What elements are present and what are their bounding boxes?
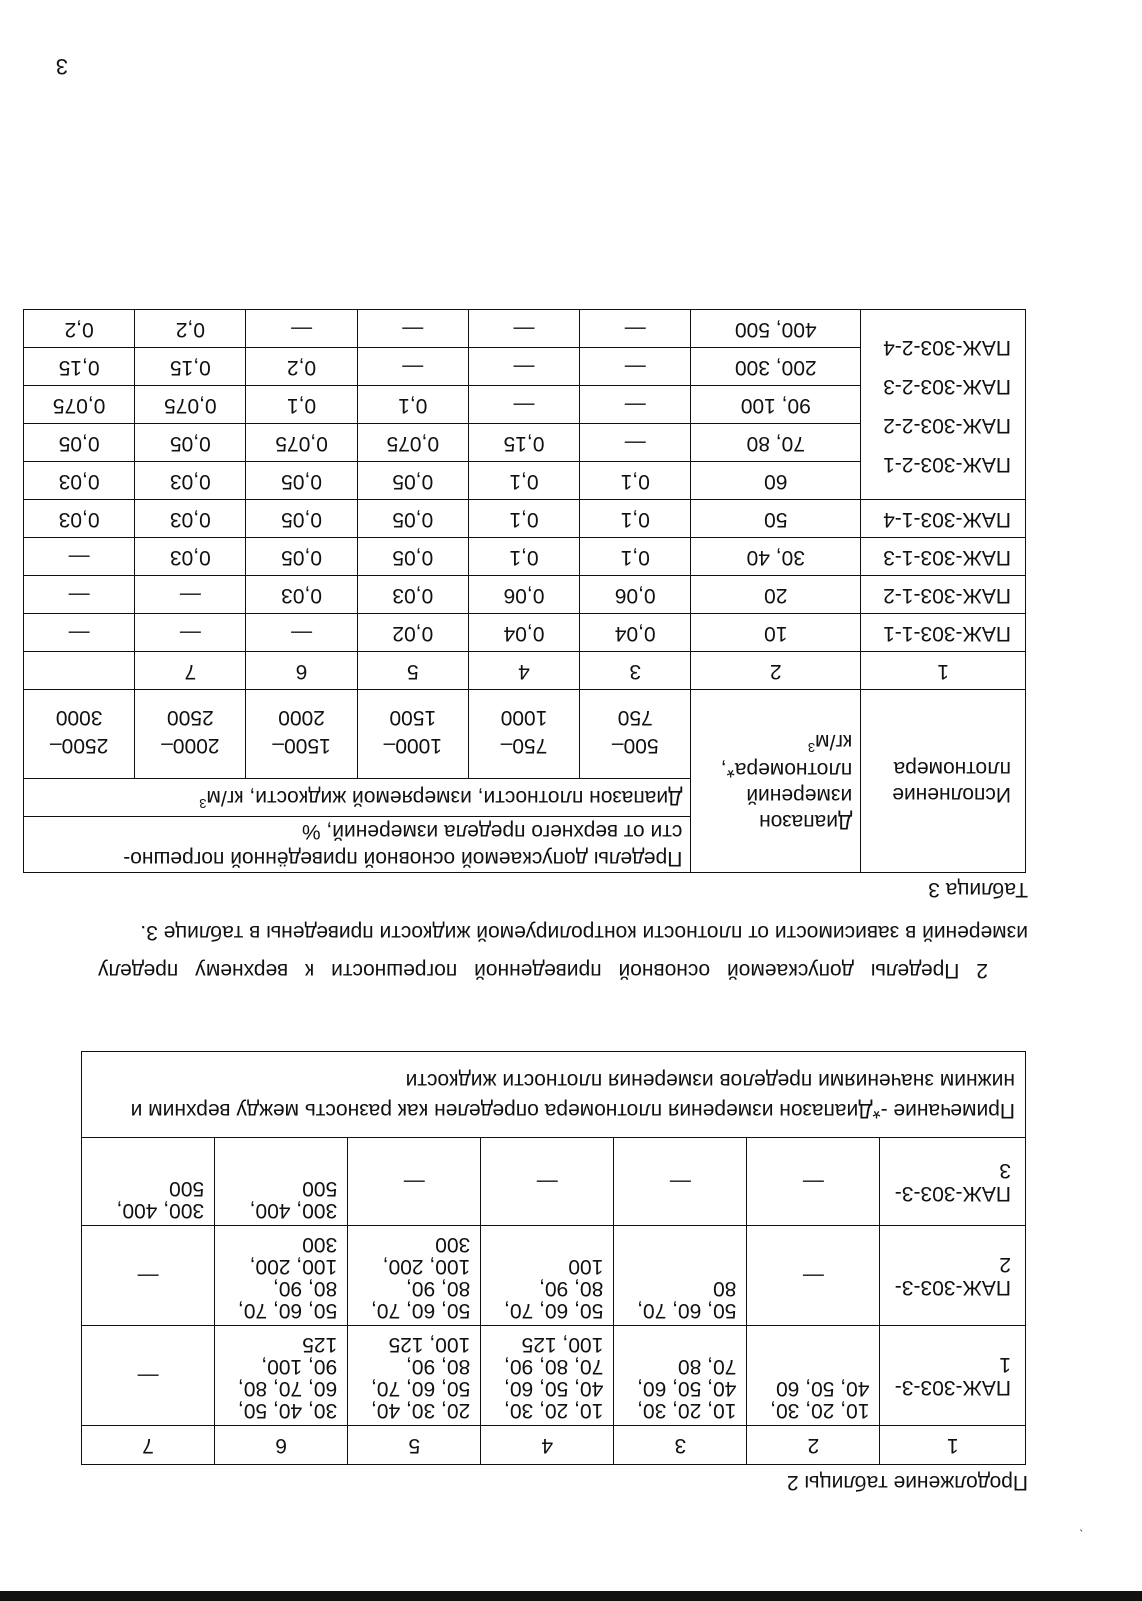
value-cell: — [24, 614, 135, 652]
table-row [82, 1226, 1026, 1326]
range-cell: 60 [691, 462, 861, 500]
value-cell: 0,03 [24, 500, 135, 538]
value-cell: — [468, 310, 579, 348]
table-row [24, 614, 1026, 652]
value-cell: 0,03 [357, 576, 468, 614]
row-name: ПАЖ-303-2-4 [883, 336, 1011, 360]
table-row [24, 652, 1026, 690]
row-name: ПАЖ-303-3-2 [880, 1226, 1026, 1326]
value-cell: 0,03 [135, 538, 246, 576]
table-cell: 10, 20, 30, 40, 50, 60, 70, 80, 90, 100, 125 [481, 1326, 614, 1426]
value-cell: 0,075 [357, 424, 468, 462]
table-cell: — [82, 1326, 215, 1426]
value-cell: 0,2 [135, 310, 246, 348]
value-cell: 0,05 [357, 462, 468, 500]
table-row [82, 1138, 1026, 1226]
column-number: 4 [481, 1426, 614, 1465]
column-number [24, 652, 135, 690]
column-number: 1 [861, 652, 1026, 690]
table-cell: 10, 20, 30, 40, 50, 60, 70, 80 [614, 1326, 747, 1426]
table-note: Примечание -*Диапазон измерения плотномера определен как разность между верхним и нижним значениями пределов измерения плотности жидкости [82, 1052, 1026, 1138]
column-number: 3 [614, 1426, 747, 1465]
value-cell: 0,04 [580, 614, 691, 652]
table-row [82, 1326, 1026, 1426]
value-cell: — [24, 576, 135, 614]
column-number: 7 [82, 1426, 215, 1465]
table-cell: 50, 60, 70, 80, 90, 100 [481, 1226, 614, 1326]
row-name: ПАЖ-303-1-2 [861, 576, 1026, 614]
row-name: ПАЖ-303-1-1 [861, 614, 1026, 652]
value-cell: 0,06 [580, 576, 691, 614]
value-cell: 0,05 [357, 538, 468, 576]
table-cell: — [747, 1138, 880, 1226]
value-cell: 0,1 [468, 462, 579, 500]
continuation-title: Продолжение таблицы 2 [786, 1471, 1028, 1494]
value-cell: 0,1 [357, 386, 468, 424]
header-range-unit: кг/м [815, 730, 853, 754]
value-cell: 0,1 [246, 386, 357, 424]
range-cell: 30, 40 [691, 538, 861, 576]
value-cell: 0,05 [246, 500, 357, 538]
table-row [24, 462, 1026, 500]
value-cell: 0,15 [24, 348, 135, 386]
range-cell: 400, 500 [691, 310, 861, 348]
value-cell: — [580, 424, 691, 462]
table-cell: 50, 60, 70, 80 [614, 1226, 747, 1326]
value-cell: 0,05 [357, 500, 468, 538]
table-row [24, 538, 1026, 576]
header-density-range-text: Диапазон плотности, измеряемой жидкости, кг/м [206, 785, 683, 809]
value-cell: 0,15 [135, 348, 246, 386]
range-cell: 90, 100 [691, 386, 861, 424]
column-number: 5 [348, 1426, 481, 1465]
value-cell: — [246, 614, 357, 652]
value-cell: — [24, 538, 135, 576]
density-range-cell: 1000– 1500 [357, 690, 468, 779]
range-cell: 50 [691, 500, 861, 538]
mark-tick: ˎ [1079, 1529, 1083, 1543]
value-cell: 0,02 [357, 614, 468, 652]
value-cell: 0,1 [580, 500, 691, 538]
value-cell: 0,03 [246, 576, 357, 614]
density-range-cell: 500– 750 [580, 690, 691, 779]
table-row [24, 817, 1026, 873]
density-range-cell: 750– 1000 [468, 690, 579, 779]
header-density-range-exp: 3 [199, 795, 207, 811]
column-number: 2 [747, 1426, 880, 1465]
table-cell: — [481, 1138, 614, 1226]
table-cell: — [348, 1138, 481, 1226]
value-cell: 0,05 [135, 424, 246, 462]
table-cell: 50, 60, 70, 80, 90, 100, 200, 300 [215, 1226, 348, 1326]
table-cell: 50, 60, 70, 80, 90, 100, 200, 300 [348, 1226, 481, 1326]
header-execution: Исполнение плотномера [861, 690, 1026, 873]
row-name-group [861, 310, 1026, 500]
table-row [24, 500, 1026, 538]
range-cell: 200, 300 [691, 348, 861, 386]
value-cell: — [246, 310, 357, 348]
row-name: ПАЖ-303-2-2 [883, 413, 1011, 437]
page-border-line [0, 1591, 1142, 1601]
header-density-range [24, 779, 691, 817]
value-cell: 0,05 [246, 462, 357, 500]
column-number: 4 [468, 652, 579, 690]
range-cell: 70, 80 [691, 424, 861, 462]
range-cell: 10 [691, 614, 861, 652]
column-number: 3 [580, 652, 691, 690]
value-cell: 0,2 [246, 348, 357, 386]
table-cell: 10, 20, 30, 40, 50, 60 [747, 1326, 880, 1426]
column-number: 1 [880, 1426, 1026, 1465]
table-cell: — [747, 1226, 880, 1326]
table-cell: — [614, 1138, 747, 1226]
density-range-cell: 2500– 3000 [24, 690, 135, 779]
row-name: ПАЖ-303-2-3 [883, 374, 1011, 398]
value-cell: — [468, 348, 579, 386]
value-cell: — [135, 576, 246, 614]
density-range-cell: 1500– 2000 [246, 690, 357, 779]
header-range [691, 690, 861, 873]
value-cell: 0,03 [135, 500, 246, 538]
header-limits: Пределы допускаемой основной приведённой погрешно- сти от верхнего предела измерений, % [24, 817, 691, 873]
value-cell: 0,05 [24, 424, 135, 462]
value-cell: — [580, 310, 691, 348]
table-cell: 30, 40, 50, 60, 70, 80, 90, 100, 125 [215, 1326, 348, 1426]
value-cell: 0,1 [580, 538, 691, 576]
value-cell: — [580, 348, 691, 386]
value-cell: — [135, 614, 246, 652]
value-cell: 0,1 [468, 500, 579, 538]
value-cell: 0,075 [246, 424, 357, 462]
row-name: ПАЖ-303-1-3 [861, 538, 1026, 576]
table-cell: 300, 400, 500 [82, 1138, 215, 1226]
column-number: 7 [135, 652, 246, 690]
table-cell: 300, 400, 500 [215, 1138, 348, 1226]
table-cell: — [82, 1226, 215, 1326]
page-number: 3 [55, 54, 68, 79]
table-row [82, 1052, 1026, 1138]
value-cell: 0,06 [468, 576, 579, 614]
row-name: ПАЖ-303-3-1 [880, 1326, 1026, 1426]
value-cell: 0,1 [580, 462, 691, 500]
header-range-line: плотномера*, [720, 757, 853, 781]
table-cell: 20, 30, 40, 50, 60, 70, 80, 90, 100, 125 [348, 1326, 481, 1426]
row-name: ПАЖ-303-1-4 [861, 500, 1026, 538]
table-3-title: Таблица 3 [928, 878, 1028, 901]
value-cell: 0,04 [468, 614, 579, 652]
header-range-line: измерений [746, 783, 853, 807]
row-name: ПАЖ-303-3-3 [880, 1138, 1026, 1226]
value-cell: 0,075 [24, 386, 135, 424]
paragraph-2: 2 Пределы допускаемой основной приведенной погрешности к верхнему пределу измерений в зависимости от плотности контролируемой жидкости приведены в таблице 3. [98, 921, 1028, 982]
table-3 [23, 309, 1026, 873]
row-name: ПАЖ-303-2-1 [883, 452, 1011, 476]
value-cell: 0,2 [24, 310, 135, 348]
column-number: 5 [357, 652, 468, 690]
value-cell: 0,1 [468, 538, 579, 576]
value-cell: — [357, 310, 468, 348]
range-cell: 20 [691, 576, 861, 614]
value-cell: 0,075 [135, 386, 246, 424]
density-range-cell: 2000– 2500 [135, 690, 246, 779]
value-cell: — [357, 348, 468, 386]
value-cell: 0,05 [246, 538, 357, 576]
header-range-unit-exp: 3 [807, 740, 816, 756]
column-number: 2 [691, 652, 861, 690]
value-cell: — [468, 386, 579, 424]
value-cell: — [580, 386, 691, 424]
value-cell: 0,03 [24, 462, 135, 500]
table-row [82, 1426, 1026, 1465]
column-number: 6 [215, 1426, 348, 1465]
value-cell: 0,03 [135, 462, 246, 500]
header-range-line: Диапазон [759, 810, 853, 834]
table-2-continuation [81, 1051, 1026, 1465]
table-row [24, 576, 1026, 614]
column-number: 6 [246, 652, 357, 690]
value-cell: 0,15 [468, 424, 579, 462]
